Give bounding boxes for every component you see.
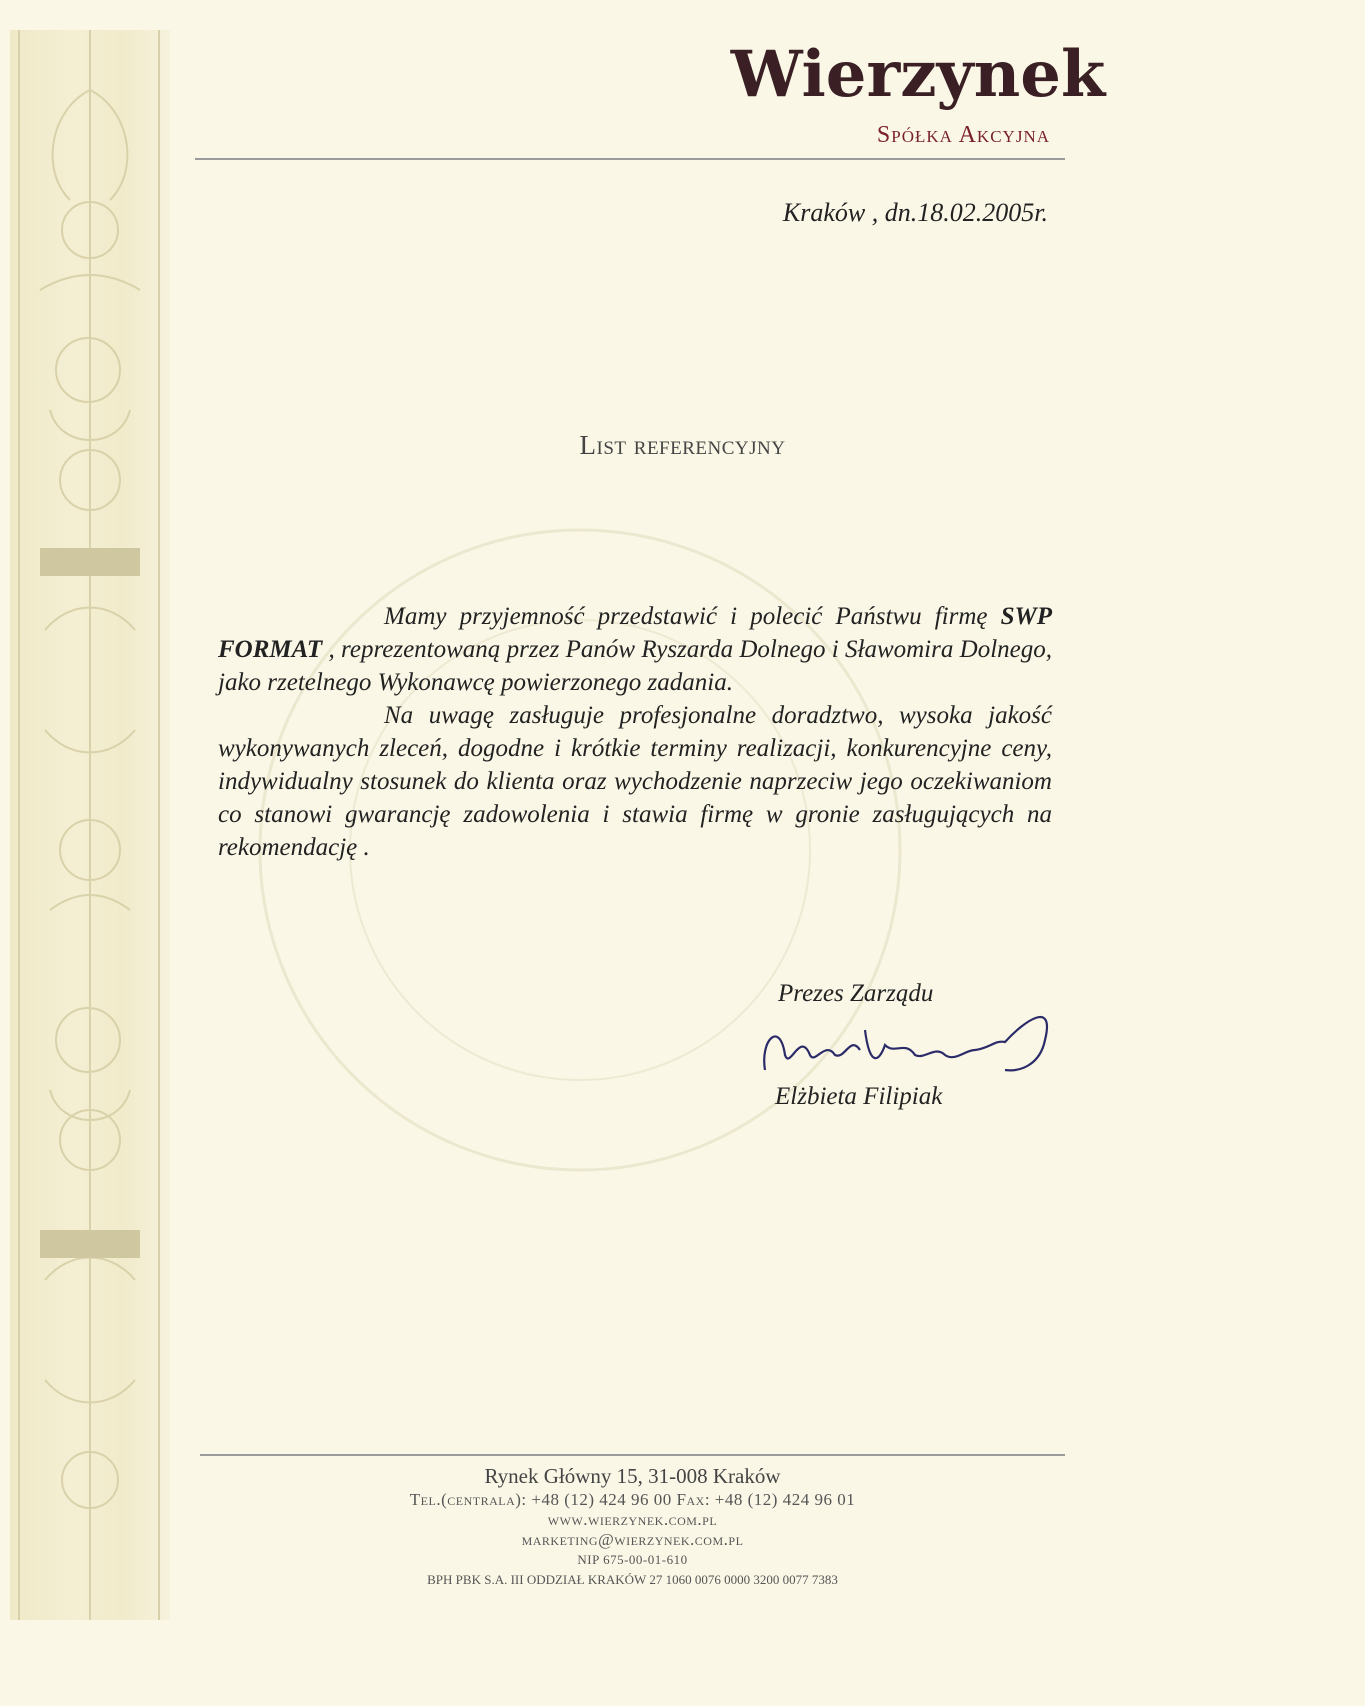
paragraph-1	[218, 600, 1052, 699]
date-line: Kraków , dn.18.02.2005r.	[782, 198, 1048, 227]
footer-bank: BPH PBK S.A. III ODDZIAŁ KRAKÓW 27 1060 0076 0000 3200 0077 7383	[427, 1572, 838, 1587]
document-title: List referencyjny	[579, 430, 786, 460]
svg-text:Wierzynek: Wierzynek	[730, 37, 1106, 112]
ornamental-border	[10, 30, 170, 1620]
paragraph-1-start: Mamy przyjemność przedstawić i polecić Państwu firmę	[384, 603, 1001, 630]
footer-website: www.wierzynek.com.pl	[547, 1510, 718, 1529]
letter-body	[218, 600, 1052, 864]
paragraph-1-end: , reprezentowaną przez Panów Ryszarda Dolnego i Sławomira Dolnego, jako rzetelnego Wykonawcę powierzonego zadania.	[218, 636, 1052, 696]
handwritten-signature-icon	[755, 1000, 1075, 1090]
company-type: Spółka Akcyjna	[876, 122, 1050, 148]
recommended-company: SWP FORMAT	[218, 603, 1052, 663]
wierzynek-logo	[730, 28, 1106, 118]
ornament-pattern-icon	[10, 30, 170, 1620]
footer-nip: NIP 675-00-01-610	[577, 1552, 688, 1567]
footer-address: Rynek Główny 15, 31-008 Kraków	[484, 1464, 781, 1488]
header-divider	[195, 158, 1065, 160]
footer-phones: Tel.(centrala): +48 (12) 424 96 00 Fax: +48 (12) 424 96 01	[409, 1490, 856, 1509]
footer-divider	[200, 1454, 1065, 1456]
paragraph-2: Na uwagę zasługuje profesjonalne doradztwo, wysoka jakość wykonywanych zleceń, dogodne i krótkie terminy realizacji, konkurencyjne ceny, indywidualny stosunek do klienta oraz wychodzenie naprzeciw jego oczekiwaniom co stanowi gwarancję zadowolenia i stawia firmę w gronie zasługujących na rekomendację .	[218, 702, 1052, 861]
signer-name: Elżbieta Filipiak	[775, 1083, 943, 1110]
footer	[200, 1462, 1065, 1590]
signer-role: Prezes Zarządu	[778, 980, 934, 1007]
footer-email: marketing@wierzynek.com.pl	[521, 1530, 744, 1549]
